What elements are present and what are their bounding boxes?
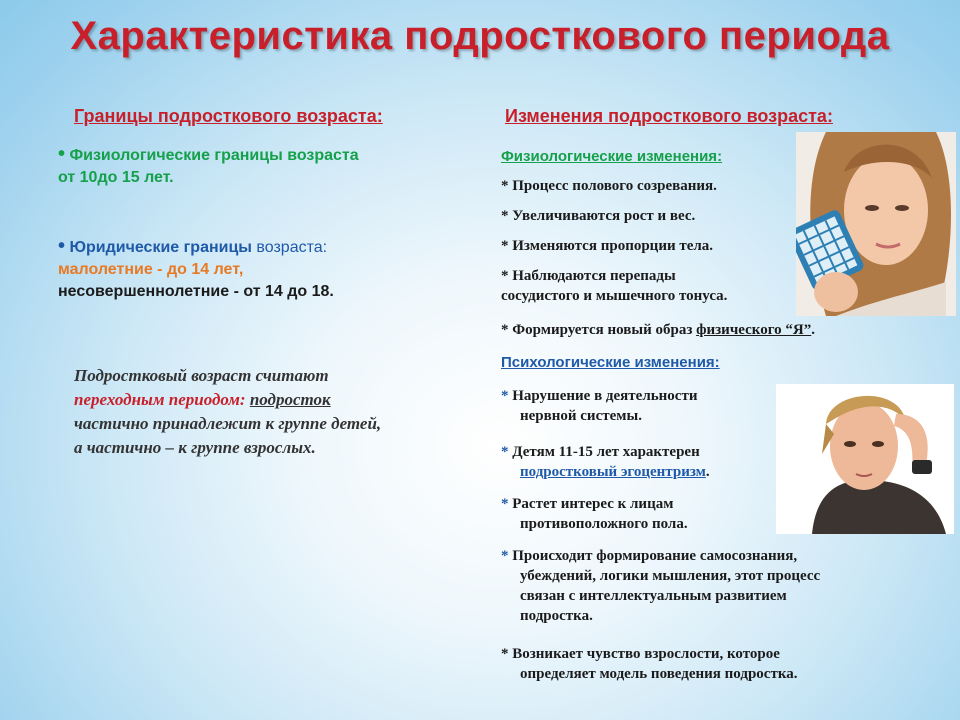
note-line1: Подростковый возраст считают	[74, 366, 329, 385]
star-icon: *	[501, 496, 509, 512]
psy-item-3-line1: Растет интерес к лицам	[512, 496, 674, 512]
psy-item-1-line2: нервной системы.	[520, 408, 642, 424]
psy-item-1-line1: Нарушение в деятельности	[512, 388, 698, 404]
legal-bounds-bold: Юридические границы	[69, 239, 252, 256]
phys-bounds-line2: от 10до 15 лет.	[58, 169, 174, 186]
phys-self-image: физического “Я”	[696, 322, 812, 338]
note-transition: переходным периодом:	[74, 390, 246, 409]
psy-item-4-line3: связан с интеллектуальным развитием	[520, 588, 787, 604]
psy-item-4	[501, 546, 820, 626]
phys-item-1: * Процесс полового созревания.	[501, 178, 717, 194]
right-heading: Изменения подросткового возраста:	[505, 106, 833, 126]
note-teen: подросток	[249, 390, 331, 409]
phys-item-5-text: * Формируется новый образ	[501, 322, 693, 338]
legal-bounds	[58, 237, 418, 303]
psy-item-1	[501, 386, 697, 426]
bullet-icon: •	[58, 143, 66, 165]
star-icon: *	[501, 388, 509, 404]
left-heading: Границы подросткового возраста:	[74, 106, 383, 126]
phys-item-2: * Увеличиваются рост и вес.	[501, 208, 696, 224]
physiological-bounds	[58, 145, 359, 189]
juvenile-label: несовершеннолетние	[58, 283, 230, 300]
psy-item-2-line1: Детям 11-15 лет характерен	[512, 444, 700, 460]
boy-photo	[776, 384, 954, 534]
phys-item-4-line1: * Наблюдаются перепады	[501, 268, 676, 284]
star-icon: *	[501, 548, 509, 564]
physiological-heading: Физиологические изменения:	[501, 148, 723, 165]
legal-bounds-rest: возраста:	[251, 239, 328, 256]
transition-note	[74, 364, 474, 460]
girl-photo	[796, 132, 956, 316]
psy-item-4-line1: Происходит формирование самосознания,	[512, 548, 798, 564]
phys-item-4-line2: сосудистого и мышечного тонуса.	[501, 288, 728, 304]
psy-item-3	[501, 494, 688, 534]
psy-item-5-line1: * Возникает чувство взрослости, которое	[501, 646, 780, 662]
psy-item-5-line2: определяет модель поведения подростка.	[520, 666, 798, 682]
phys-item-5	[501, 320, 815, 340]
egocentrism-link[interactable]: подростковый эгоцентризм	[520, 464, 706, 480]
psychological-heading: Психологические изменения:	[501, 354, 720, 371]
juvenile-age: - от 14 до 18.	[229, 283, 334, 300]
phys-item-4	[501, 266, 727, 306]
psy-item-2-dot: .	[705, 464, 710, 480]
phys-item-3: * Изменяются пропорции тела.	[501, 238, 714, 254]
page-title: Характеристика подросткового периода	[70, 14, 890, 58]
note-line3: частично принадлежит к группе детей,	[74, 414, 382, 433]
psy-item-4-line2: убеждений, логики мышления, этот процесс	[520, 568, 821, 584]
minor-age: малолетние - до 14 лет,	[58, 261, 244, 278]
psy-item-4-line4: подростка.	[520, 608, 593, 624]
note-line4: а частично – к группе взрослых.	[74, 438, 316, 457]
psy-item-5	[501, 644, 798, 684]
phys-item-5-dot: .	[811, 322, 815, 338]
star-icon: *	[501, 444, 509, 460]
psy-item-3-line2: противоположного пола.	[520, 516, 688, 532]
bullet-icon: •	[58, 235, 66, 257]
phys-bounds-line1: Физиологические границы возраста	[69, 147, 359, 164]
psy-item-2	[501, 442, 710, 482]
